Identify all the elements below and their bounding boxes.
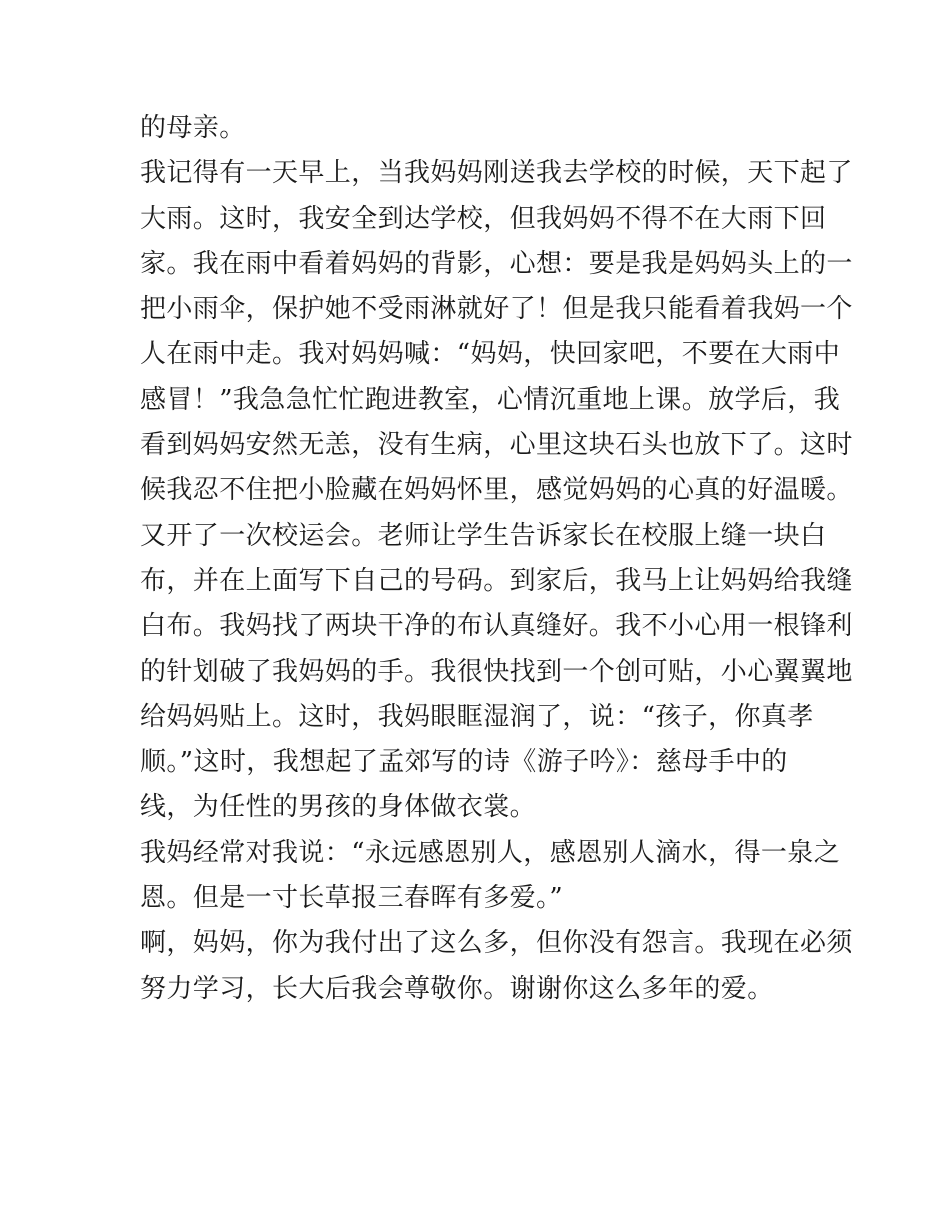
text-line: 家。我在雨中看着妈妈的背影，心想：要是我是妈妈头上的一: [140, 248, 853, 279]
text-line: 给妈妈贴上。这时，我妈眼眶湿润了，说：“孩子，你真孝: [140, 701, 814, 732]
text-line: 线，为任性的男孩的身体做衣裳。: [140, 792, 537, 823]
text-line: 感冒！”我急急忙忙跑进教室，心情沉重地上课。放学后，我: [140, 384, 841, 415]
text-line: 顺。”这时，我想起了孟郊写的诗《游子吟》：慈母手中的: [140, 747, 788, 778]
text-line: 我妈经常对我说：“永远感恩别人，感恩别人滴水，得一泉之: [140, 837, 841, 868]
text-line: 白布。我妈找了两块干净的布认真缝好。我不小心用一根锋利: [140, 611, 853, 642]
text-line: 又开了一次校运会。老师让学生告诉家长在校服上缝一块白: [140, 520, 827, 551]
text-line: 的母亲。: [140, 113, 246, 143]
text-line: 看到妈妈安然无恙，没有生病，心里这块石头也放下了。这时: [140, 430, 853, 461]
text-line: 恩。但是一寸长草报三春晖有多爱。”: [140, 883, 564, 914]
text-line: 啊，妈妈，你为我付出了这么多，但你没有怨言。我现在必须: [140, 928, 853, 959]
text-line: 大雨。这时，我安全到达学校，但我妈妈不得不在大雨下回: [140, 203, 827, 234]
body-text: [140, 106, 853, 1012]
text-line: 努力学习，长大后我会尊敬你。谢谢你这么多年的爱。: [140, 973, 774, 1004]
text-line: 的针划破了我妈妈的手。我很快找到一个创可贴，小心翼翼地: [140, 656, 853, 687]
text-line: 布，并在上面写下自己的号码。到家后，我马上让妈妈给我缝: [140, 565, 853, 596]
text-line: 我记得有一天早上，当我妈妈刚送我去学校的时候，天下起了: [140, 158, 853, 189]
text-line: 把小雨伞，保护她不受雨淋就好了！但是我只能看着我妈一个: [140, 294, 853, 325]
text-line: 人在雨中走。我对妈妈喊：“妈妈，快回家吧，不要在大雨中: [140, 339, 841, 370]
text-line: 候我忍不住把小脸藏在妈妈怀里，感觉妈妈的心真的好温暖。: [140, 475, 853, 506]
